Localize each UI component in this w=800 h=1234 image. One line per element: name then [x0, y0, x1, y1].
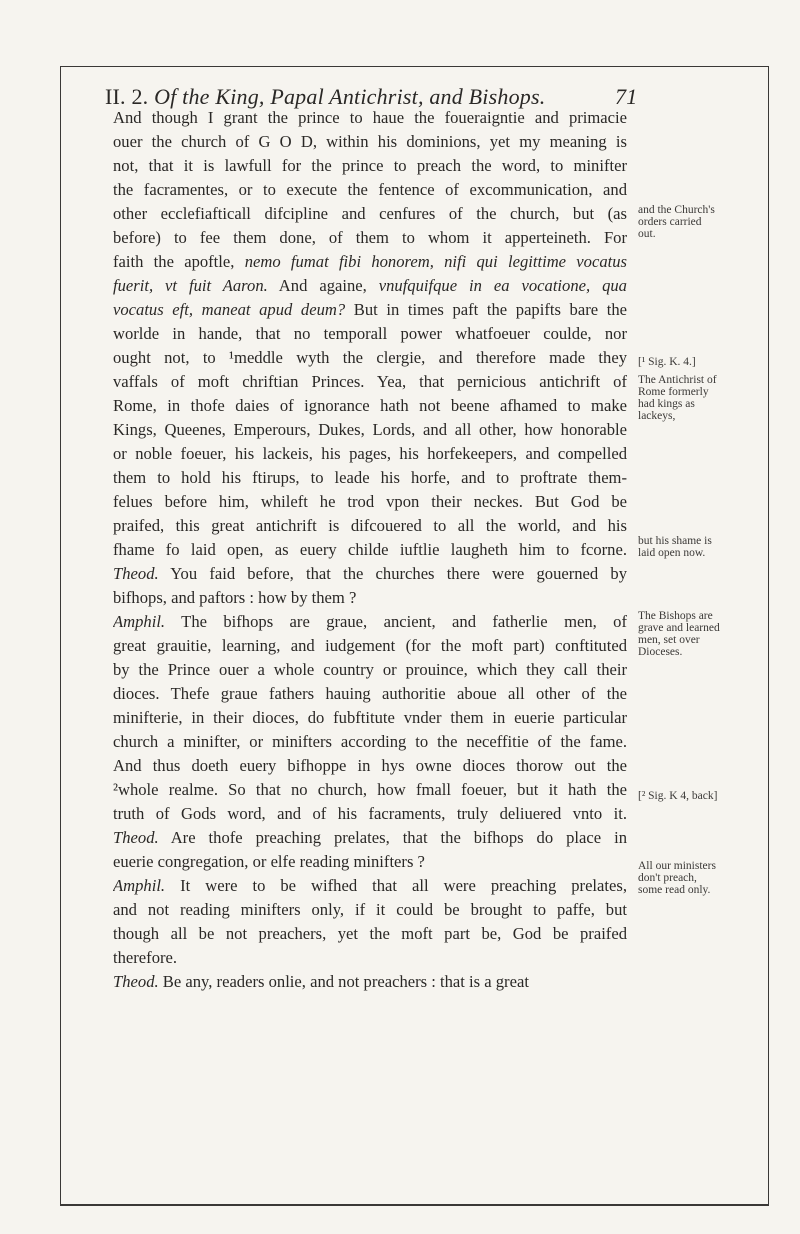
margin-note [638, 535, 763, 559]
text-line: euerie congregation, or elfe reading minifters ? [113, 852, 425, 871]
margin-note-line: laid open now. [638, 547, 706, 559]
bottom-rule [60, 1204, 769, 1205]
margin-note-line: men, set over [638, 634, 700, 646]
margin-note-line: some read only. [638, 884, 711, 896]
margin-note-line: and the Church's [638, 204, 715, 216]
text-line: bifhops, and paftors : how by them ? [113, 588, 357, 607]
margin-note-line: lackeys, [638, 410, 676, 422]
page-number: 71 [615, 84, 638, 109]
text-line: ouer the church of G O D, within his dominions, yet my meaning is [113, 132, 627, 151]
part-marker: II. 2. [105, 84, 149, 109]
margin-note-line: but his shame is [638, 535, 712, 547]
margin-note-line: out. [638, 228, 656, 240]
margin-note-line: Rome formerly [638, 386, 709, 398]
margin-note-line: Dioceses. [638, 646, 683, 658]
margin-note [638, 356, 763, 368]
text-line: And though I grant the prince to haue the foueraigntie and primacie [113, 108, 627, 127]
text-line: felues before him, whileft he trod vpon their neckes. But God be [113, 492, 627, 511]
text-line: or noble foeuer, his lackeis, his pages, his horfekeepers, and compelled [113, 444, 627, 463]
text-line: them to hold his ftirups, to leade his horfe, and to proftrate them- [113, 468, 627, 487]
header-title: Of the King, Papal Antichrist, and Bishops. [154, 84, 546, 109]
margin-note [638, 204, 763, 240]
text-line: praifed, this great antichrift is difcouered to all the world, and his [113, 516, 627, 535]
text-line: before) to fee them done, of them to whom it apperteineth. For [113, 228, 627, 247]
text-line: Amphil. It were to be wifhed that all were preaching prelates, [113, 876, 627, 895]
text-line: great grauitie, learning, and iudgement (for the moft part) conftituted [113, 636, 627, 655]
text-line: the facramentes, or to execute the fentence of excommunication, and [113, 180, 627, 199]
text-line: fuerit, vt fuit Aaron. And againe, vnufquifque in ea vocatione, qua [113, 276, 627, 295]
text-line: and not reading minifters only, if it could be brought to paffe, but [113, 900, 627, 919]
text-line: dioces. Thefe graue fathers hauing authoritie aboue all other of the [113, 684, 627, 703]
text-line: though all be not preachers, yet the moft part be, God be praifed [113, 924, 627, 943]
text-line: other ecclefiafticall difcipline and cenfures of the church, but (as [113, 204, 627, 223]
margin-note-line: All our ministers [638, 860, 716, 872]
margin-note [638, 790, 763, 802]
margin-note-line: The Bishops are [638, 610, 713, 622]
margin-note [638, 374, 763, 422]
margin-note [638, 610, 763, 658]
text-line: fhame fo laid open, as euery childe iuftlie laugheth him to fcorne. [113, 540, 627, 559]
margin-note-line: [¹ Sig. K. 4.] [638, 356, 696, 368]
text-line: And thus doeth euery bifhoppe in hys owne dioces thorow out the [113, 756, 627, 775]
margin-note-line: The Antichrist of [638, 374, 717, 386]
text-line: worlde in hande, that no temporall power whatfoeuer coulde, nor [113, 324, 627, 343]
text-line: ²whole realme. So that no church, how fmall foeuer, but it hath the [113, 780, 627, 799]
text-line: truth of Gods word, and of his facraments, truly deliuered vnto it. [113, 804, 627, 823]
text-line: Theod. You faid before, that the churches there were gouerned by [113, 564, 627, 583]
text-line: therefore. [113, 948, 178, 967]
text-line: ought not, to ¹meddle wyth the clergie, and therefore made they [113, 348, 627, 367]
margin-note-line: grave and learned [638, 622, 720, 634]
margin-note-line: had kings as [638, 398, 695, 410]
margin-note [638, 860, 763, 896]
margin-note-line: [² Sig. K 4, back] [638, 790, 718, 802]
margin-note-line: don't preach, [638, 872, 697, 884]
text-line: minifterie, in their dioces, do fubftitute vnder them in euerie particular [113, 708, 627, 727]
text-line: not, that it is lawfull for the prince to preach the word, to minifter [113, 156, 627, 175]
text-line: faith the apoftle, nemo fumat fibi honorem, nifi qui legittime vocatus [113, 252, 627, 271]
margin-note-line: orders carried [638, 216, 702, 228]
text-line: vocatus eft, maneat apud deum? But in times paft the papifts bare the [113, 300, 627, 319]
text-line: vaffals of moft chriftian Princes. Yea, that pernicious antichrift of [113, 372, 627, 391]
text-line: Rome, in thofe daies of ignorance hath not beene afhamed to make [113, 396, 627, 415]
text-line: Kings, Queenes, Emperours, Dukes, Lords, and all other, how honorable [113, 420, 627, 439]
text-line: Theod. Be any, readers onlie, and not preachers : that is a great [113, 972, 529, 991]
text-line: Amphil. The bifhops are graue, ancient, and fatherlie men, of [113, 612, 627, 631]
text-line: by the Prince ouer a whole country or prouince, which they call their [113, 660, 627, 679]
text-line: church a minifter, or minifters according to the neceffitie of the fame. [113, 732, 627, 751]
text-line: Theod. Are thofe preaching prelates, that the bifhops do place in [113, 828, 627, 847]
